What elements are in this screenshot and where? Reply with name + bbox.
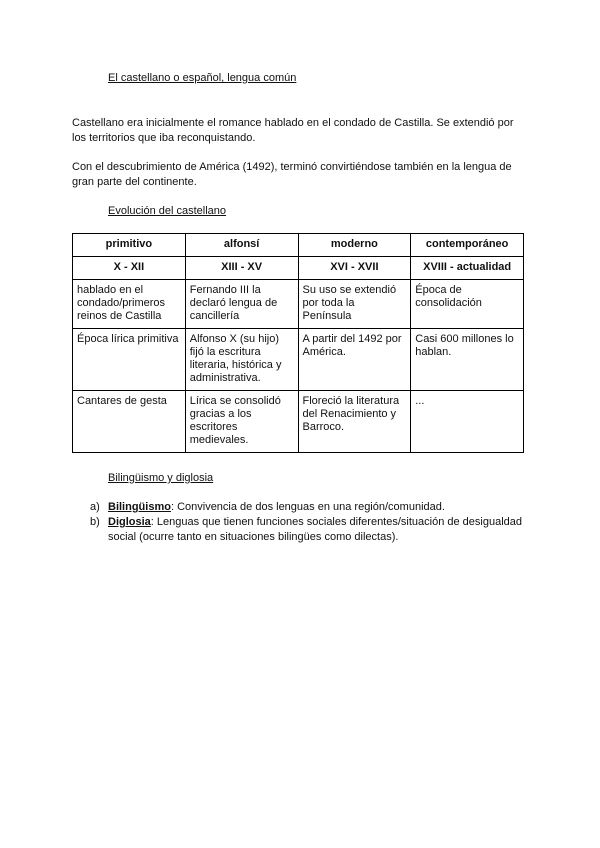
- table-period-cell: XIII - XV: [185, 257, 298, 280]
- table-header-cell: moderno: [298, 234, 411, 257]
- list-text: : Lenguas que tienen funciones sociales diferentes/situación de desigualdad social (ocurre tanto en situaciones bilingües como dilectas).: [108, 516, 523, 543]
- list-item: [90, 500, 530, 515]
- intro-paragraph: Castellano era inicialmente el romance hablado en el condado de Castilla. Se extendió por los territorios que iba reconquistando.: [72, 117, 514, 144]
- table-row: [73, 329, 524, 391]
- list-marker: a): [90, 501, 100, 513]
- list-marker: b): [90, 516, 100, 528]
- page-title: El castellano o español, lengua común: [108, 72, 297, 84]
- america-paragraph: Con el descubrimiento de América (1492), terminó convirtiéndose también en la lengua de gran parte del continente.: [72, 161, 512, 188]
- table-cell: Cantares de gesta: [73, 391, 186, 453]
- table-cell: Alfonso X (su hijo) fijó la escritura literaria, histórica y administrativa.: [185, 329, 298, 391]
- table-cell: ...: [411, 391, 524, 453]
- table-cell: Fernando III la declaró lengua de cancillería: [185, 280, 298, 329]
- table-cell: Época de consolidación: [411, 280, 524, 329]
- list-item: [90, 515, 530, 545]
- table-cell: Floreció la literatura del Renacimiento y Barroco.: [298, 391, 411, 453]
- table-header-cell: contemporáneo: [411, 234, 524, 257]
- table-cell: hablado en el condado/primeros reinos de Castilla: [73, 280, 186, 329]
- table-period-cell: X - XII: [73, 257, 186, 280]
- table-row: [73, 280, 524, 329]
- table-header-cell: primitivo: [73, 234, 186, 257]
- table-row: [73, 391, 524, 453]
- evolution-heading: Evolución del castellano: [108, 205, 227, 217]
- table-header-row: [73, 234, 524, 257]
- table-cell: Época lírica primitiva: [73, 329, 186, 391]
- table-period-row: [73, 257, 524, 280]
- table-cell: A partir del 1492 por América.: [298, 329, 411, 391]
- definition-list: [90, 500, 530, 545]
- list-text: : Convivencia de dos lenguas en una región/comunidad.: [170, 501, 445, 513]
- table-period-cell: XVI - XVII: [298, 257, 411, 280]
- table-cell: Lírica se consolidó gracias a los escritores medievales.: [185, 391, 298, 453]
- list-term: Diglosia: [108, 516, 151, 528]
- evolution-table: [72, 233, 524, 453]
- table-period-cell: XVIII - actualidad: [411, 257, 524, 280]
- list-term: Bilingüismo: [108, 501, 171, 513]
- bilingual-heading: Bilingüismo y diglosia: [108, 472, 214, 484]
- table-cell: Su uso se extendió por toda la Península: [298, 280, 411, 329]
- table-cell: Casi 600 millones lo hablan.: [411, 329, 524, 391]
- table-header-cell: alfonsí: [185, 234, 298, 257]
